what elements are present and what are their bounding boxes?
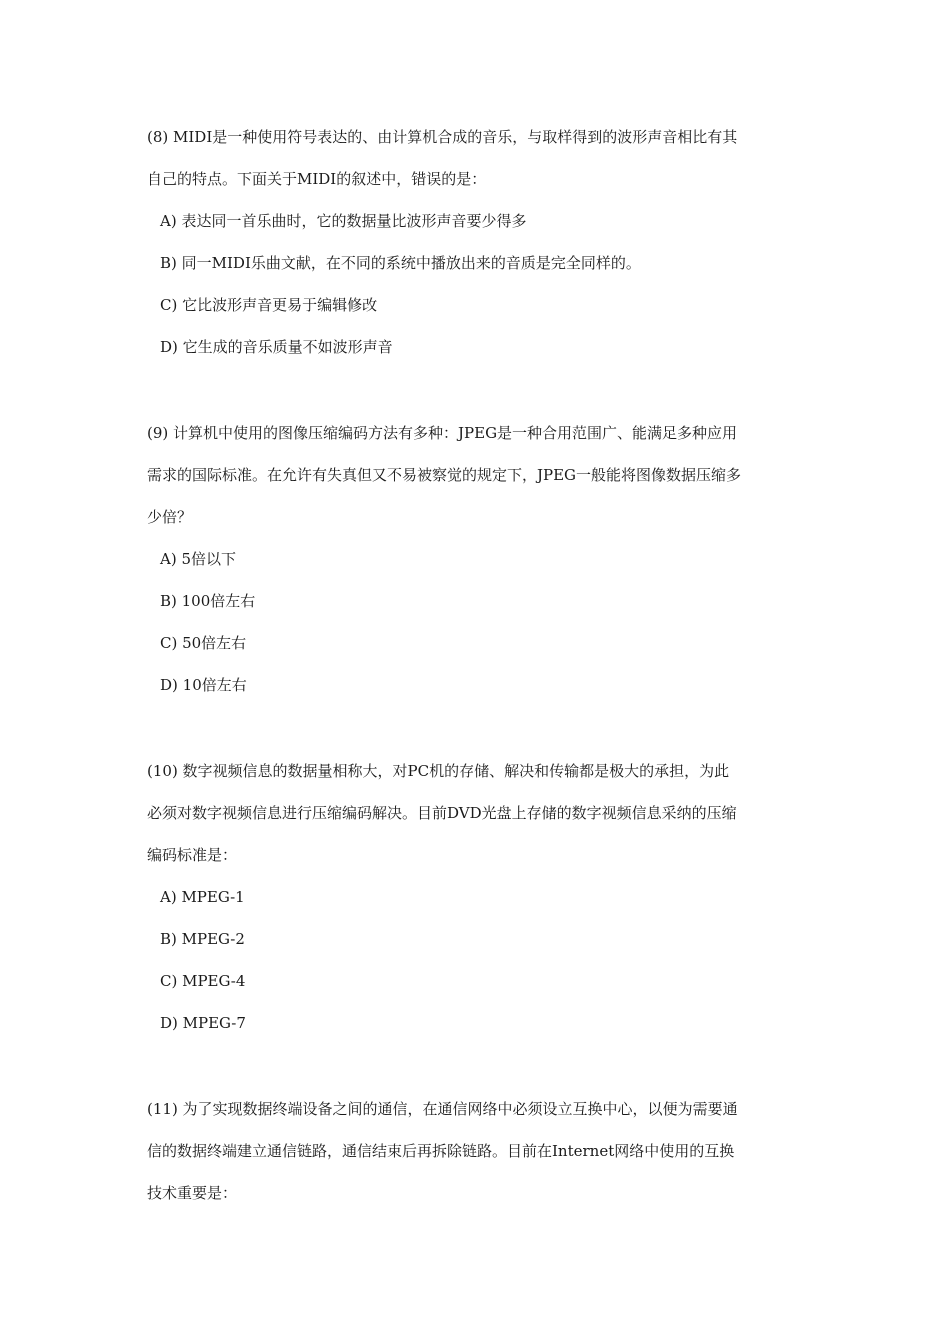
- question-8-line-2: 自己的特点。下面关于MIDI的叙述中，错误的是：: [147, 170, 487, 188]
- question-8-option-c: C) 它比波形声音更易于编辑修改: [160, 296, 378, 314]
- question-8-option-d: D) 它生成的音乐质量不如波形声音: [160, 338, 393, 356]
- question-10-option-a: A) MPEG-1: [160, 888, 245, 906]
- question-9-option-c: C) 50倍左右: [160, 634, 247, 652]
- question-11-line-2: 信的数据终端建立通信链路，通信结束后再拆除链路。目前在Internet网络中使用的互换: [147, 1142, 735, 1160]
- question-9-line-2: 需求的国际标准。在允许有失真但又不易被察觉的规定下，JPEG一般能将图像数据压缩多: [147, 466, 742, 484]
- question-8-option-a: A) 表达同一首乐曲时，它的数据量比波形声音要少得多: [160, 212, 527, 230]
- question-10-option-c: C) MPEG-4: [160, 972, 246, 990]
- question-9-option-d: D) 10倍左右: [160, 676, 247, 694]
- question-8-option-b: B) 同一MIDI乐曲文献，在不同的系统中播放出来的音质是完全同样的。: [160, 254, 641, 272]
- question-11-line-1: (11) 为了实现数据终端设备之间的通信，在通信网络中必须设立互换中心，以便为需要通: [147, 1100, 738, 1118]
- question-9-line-3: 少倍？: [147, 508, 193, 526]
- question-10-line-2: 必须对数字视频信息进行压缩编码解决。目前DVD光盘上存储的数字视频信息采纳的压缩: [147, 804, 737, 822]
- question-10-option-b: B) MPEG-2: [160, 930, 245, 948]
- question-10-line-1: (10) 数字视频信息的数据量相称大，对PC机的存储、解决和传输都是极大的承担，为此: [147, 762, 730, 780]
- question-9-option-b: B) 100倍左右: [160, 592, 256, 610]
- question-10-line-3: 编码标准是：: [147, 846, 238, 864]
- question-9-option-a: A) 5倍以下: [160, 550, 236, 568]
- question-11-line-3: 技术重要是：: [147, 1184, 238, 1202]
- question-9-line-1: (9) 计算机中使用的图像压缩编码方法有多种：JPEG是一种合用范围广、能满足多种应用: [147, 424, 738, 442]
- question-8-line-1: (8) MIDI是一种使用符号表达的、由计算机合成的音乐，与取样得到的波形声音相比有其: [147, 128, 738, 146]
- question-10-option-d: D) MPEG-7: [160, 1014, 246, 1032]
